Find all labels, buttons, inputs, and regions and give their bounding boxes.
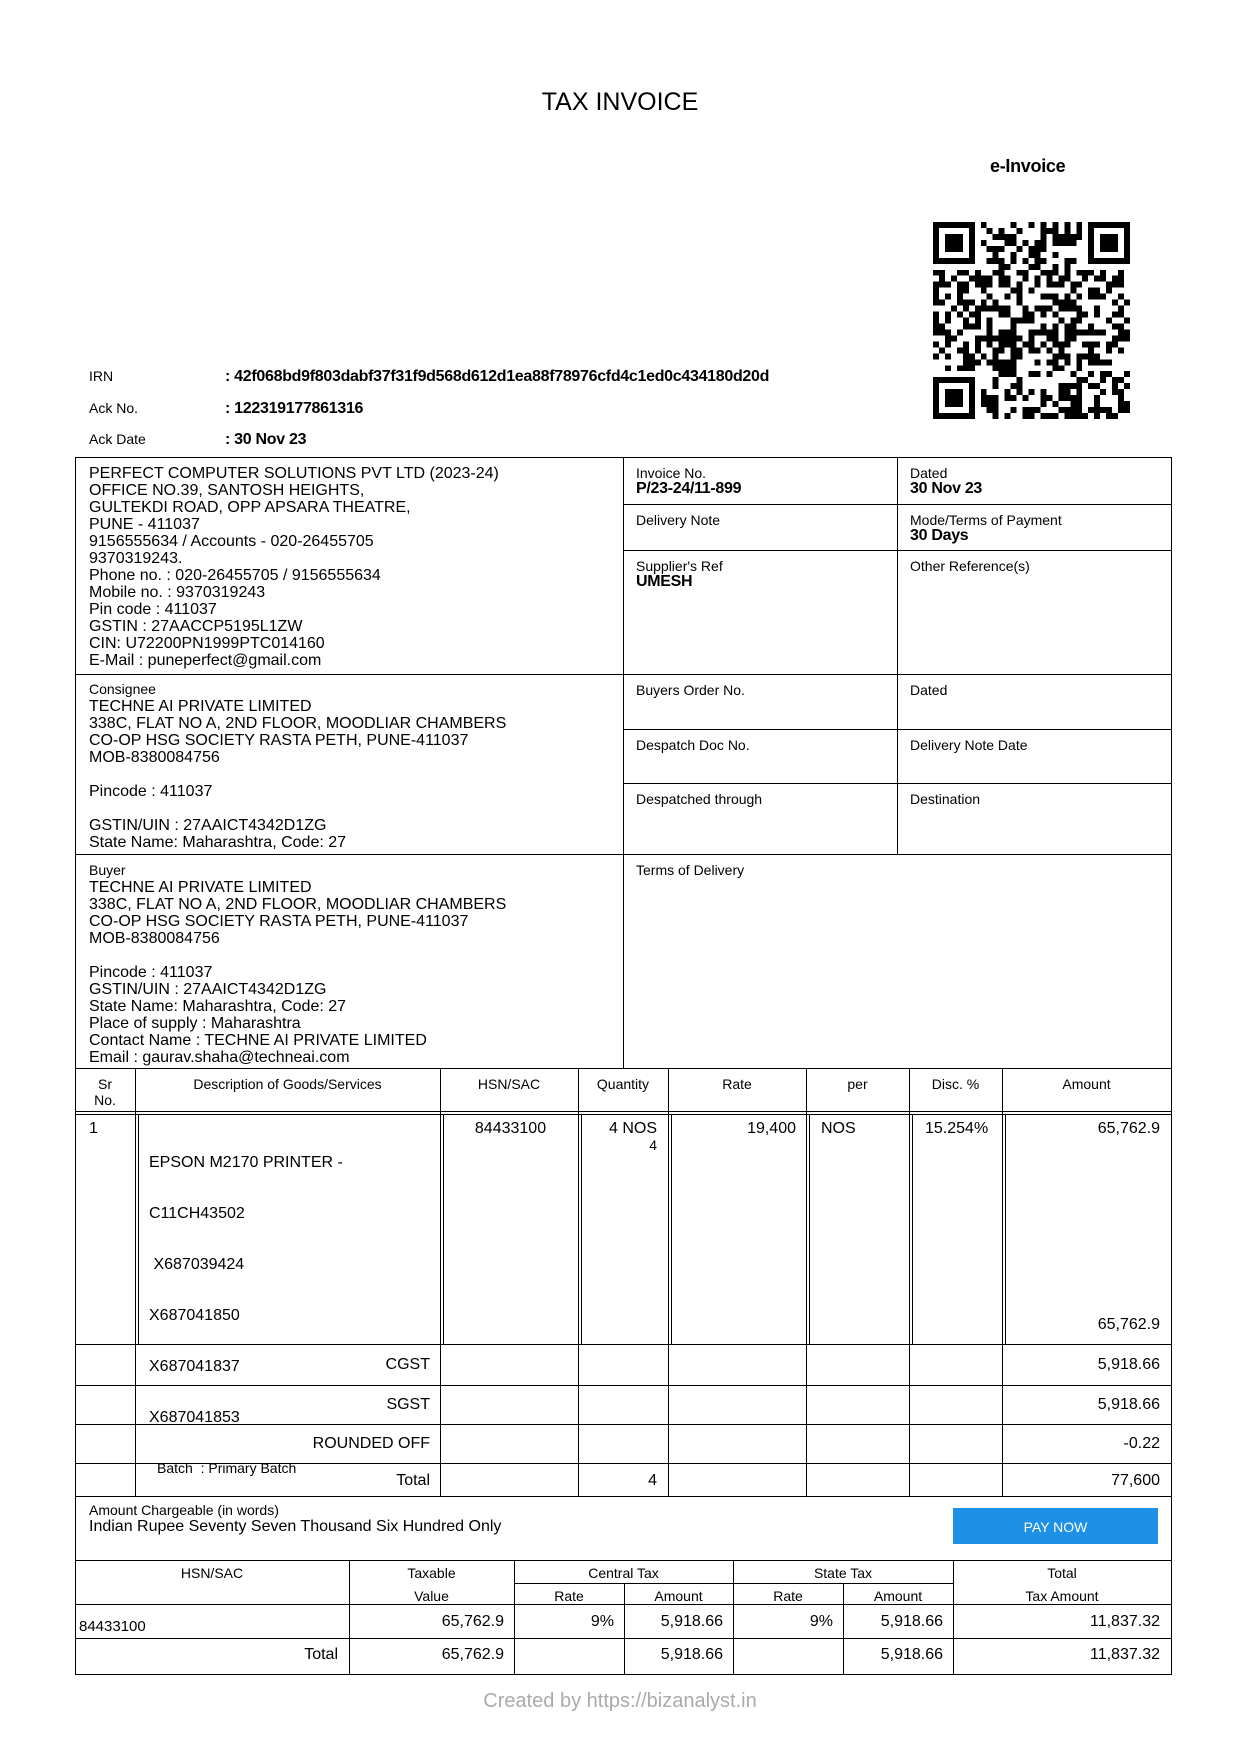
despatched-through-label: Despatched through	[636, 791, 763, 807]
summary-taxable-header-2: Value	[414, 1588, 449, 1604]
supplier-line: Phone no. : 020-26455705 / 9156555634	[89, 567, 381, 584]
summary-total-tax-amount: 11,837.32	[1090, 1646, 1160, 1663]
dated-value: 30 Nov 23	[910, 480, 983, 497]
col-desc-header: Description of Goods/Services	[193, 1076, 382, 1092]
item-hsn: 84433100	[474, 1120, 547, 1137]
invoice-no-label: Invoice No.	[636, 465, 707, 481]
summary-row-hsn: 84433100	[79, 1618, 146, 1635]
total-qty: 4	[648, 1472, 657, 1489]
consignee-gstin: GSTIN/UIN : 27AAICT4342D1ZG	[89, 817, 327, 834]
col-disc-header: Disc. %	[931, 1076, 980, 1092]
item-disc: 15.254%	[925, 1120, 989, 1137]
supplier-line: PUNE - 411037	[89, 516, 200, 533]
summary-state-rate-header: Rate	[773, 1588, 803, 1604]
summary-row-taxable: 65,762.9	[441, 1613, 504, 1630]
summary-state-tax-header: State Tax	[813, 1565, 873, 1581]
consignee-address: 338C, FLAT NO A, 2ND FLOOR, MOODLIAR CHAMBERS	[89, 715, 507, 732]
summary-taxable-header: Taxable	[407, 1565, 456, 1581]
sgst-label: SGST	[386, 1396, 430, 1413]
cgst-amount: 5,918.66	[1097, 1356, 1160, 1373]
item-sr: 1	[89, 1120, 98, 1137]
buyer-state: State Name: Maharashtra, Code: 27	[89, 998, 347, 1015]
col-hsn-header: HSN/SAC	[477, 1076, 541, 1092]
item-per: NOS	[821, 1120, 856, 1137]
ack-no-value: : 122319177861316	[225, 400, 364, 417]
irn-value: : 42f068bd9f803dabf37f31f9d568d612d1ea88f78976cfd4c1ed0c434180d20d	[225, 368, 770, 385]
supplier-line: GSTIN : 27AACCP5195L1ZW	[89, 618, 303, 635]
qr-code	[933, 222, 1130, 419]
document-title: TAX INVOICE	[541, 88, 699, 116]
ack-date-label: Ack Date	[89, 431, 146, 447]
amount-words-label: Amount Chargeable (in words)	[89, 1502, 279, 1518]
payment-terms-label: Mode/Terms of Payment	[910, 512, 1062, 528]
supplier-line: OFFICE NO.39, SANTOSH HEIGHTS,	[89, 482, 365, 499]
buyer-email: Email : gaurav.shaha@techneai.com	[89, 1049, 350, 1066]
col-per-header: per	[847, 1076, 868, 1092]
despatch-doc-label: Despatch Doc No.	[636, 737, 750, 753]
summary-row-state-amount: 5,918.66	[880, 1613, 943, 1630]
col-sr-header	[75, 1076, 135, 1108]
summary-state-amount-header: Amount	[873, 1588, 923, 1604]
irn-label: IRN	[89, 368, 114, 384]
summary-total-header: Total	[1047, 1565, 1077, 1581]
summary-total-header-2: Tax Amount	[1025, 1588, 1099, 1604]
footer-credit: Created by https://bizanalyst.in	[483, 1690, 757, 1712]
delivery-note-label: Delivery Note	[636, 512, 721, 528]
supplier-line: Pin code : 411037	[89, 601, 217, 618]
pay-now-button[interactable]: PAY NOW	[953, 1508, 1158, 1544]
invoice-no-value: P/23-24/11-899	[636, 480, 742, 497]
col-sr-header-line: Sr	[98, 1076, 112, 1092]
item-desc-line: X687041850	[149, 1307, 240, 1324]
rounded-off-amount: -0.22	[1123, 1435, 1160, 1452]
buyer-address: CO-OP HSG SOCIETY RASTA PETH, PUNE-411037	[89, 913, 469, 930]
rounded-off-label: ROUNDED OFF	[312, 1435, 430, 1452]
item-qty: 4 NOS	[608, 1120, 657, 1137]
einvoice-label: e-Invoice	[990, 156, 1066, 176]
total-label: Total	[396, 1472, 430, 1489]
summary-row-state-rate: 9%	[809, 1613, 833, 1630]
terms-of-delivery-label: Terms of Delivery	[636, 862, 745, 878]
buyer-address: 338C, FLAT NO A, 2ND FLOOR, MOODLIAR CHAMBERS	[89, 896, 507, 913]
consignee-label: Consignee	[89, 681, 156, 697]
consignee-address: CO-OP HSG SOCIETY RASTA PETH, PUNE-411037	[89, 732, 469, 749]
payment-terms-value: 30 Days	[910, 527, 969, 544]
supplier-line: Mobile no. : 9370319243	[89, 584, 266, 601]
summary-row-central-rate: 9%	[590, 1613, 614, 1630]
delivery-note-date-label: Delivery Note Date	[910, 737, 1028, 753]
summary-row-total: 11,837.32	[1090, 1613, 1160, 1630]
buyer-block	[89, 862, 506, 1066]
buyer-mobile: MOB-8380084756	[89, 930, 220, 947]
supplier-line: 9370319243.	[89, 550, 183, 567]
other-ref-label: Other Reference(s)	[910, 558, 1030, 574]
buyer-pincode: Pincode : 411037	[89, 964, 213, 981]
ack-date-value: : 30 Nov 23	[225, 431, 307, 448]
amount-words-value: Indian Rupee Seventy Seven Thousand Six Hundred Only	[89, 1518, 502, 1535]
supplier-line: GULTEKDI ROAD, OPP APSARA THEATRE,	[89, 499, 411, 516]
suppliers-ref-label: Supplier's Ref	[636, 558, 723, 574]
supplier-line: 9156555634 / Accounts - 020-26455705	[89, 533, 374, 550]
item-amount: 65,762.9	[1097, 1120, 1160, 1137]
sgst-amount: 5,918.66	[1097, 1396, 1160, 1413]
supplier-address	[89, 465, 499, 669]
col-rate-header: Rate	[722, 1076, 752, 1092]
buyer-place-of-supply: Place of supply : Maharashtra	[89, 1015, 301, 1032]
item-batch: Batch : Primary Batch	[157, 1460, 297, 1476]
consignee-state: State Name: Maharashtra, Code: 27	[89, 834, 347, 851]
summary-central-amount-header: Amount	[654, 1588, 703, 1604]
buyers-order-label: Buyers Order No.	[636, 682, 745, 698]
consignee-block	[89, 681, 506, 851]
consignee-mobile: MOB-8380084756	[89, 749, 220, 766]
ack-no-label: Ack No.	[89, 400, 139, 416]
summary-total-label: Total	[304, 1646, 338, 1663]
summary-central-tax-header: Central Tax	[588, 1565, 659, 1581]
item-desc-line: EPSON M2170 PRINTER -	[149, 1154, 343, 1171]
item-desc-line: C11CH43502	[149, 1205, 245, 1222]
item-desc-line: X687039424	[149, 1256, 245, 1273]
suppliers-ref-value: UMESH	[636, 573, 693, 590]
summary-hsn-header: HSN/SAC	[180, 1565, 244, 1581]
item-desc-line: X687041837	[149, 1358, 240, 1375]
supplier-line: E-Mail : puneperfect@gmail.com	[89, 652, 322, 669]
summary-total-central-amount: 5,918.66	[660, 1646, 723, 1663]
item-qty-sub: 4	[649, 1137, 657, 1153]
supplier-line: PERFECT COMPUTER SOLUTIONS PVT LTD (2023-24)	[89, 465, 499, 482]
item-rate: 19,400	[747, 1120, 796, 1137]
item-desc-line: X687041853	[149, 1409, 240, 1426]
consignee-name: TECHNE AI PRIVATE LIMITED	[89, 698, 312, 715]
buyer-label: Buyer	[89, 862, 126, 878]
buyer-contact: Contact Name : TECHNE AI PRIVATE LIMITED	[89, 1032, 427, 1049]
dated-label: Dated	[910, 465, 948, 481]
consignee-pincode: Pincode : 411037	[89, 783, 213, 800]
item-subtotal: 65,762.9	[1097, 1316, 1160, 1333]
buyer-gstin: GSTIN/UIN : 27AAICT4342D1ZG	[89, 981, 327, 998]
summary-central-rate-header: Rate	[554, 1588, 584, 1604]
supplier-line: CIN: U72200PN1999PTC014160	[89, 635, 325, 652]
col-qty-header: Quantity	[596, 1076, 650, 1092]
col-sr-header-line: No.	[94, 1092, 116, 1108]
summary-total-taxable: 65,762.9	[441, 1646, 504, 1663]
summary-row-central-amount: 5,918.66	[660, 1613, 723, 1630]
destination-label: Destination	[910, 791, 981, 807]
col-amount-header: Amount	[1062, 1076, 1111, 1092]
buyer-name: TECHNE AI PRIVATE LIMITED	[89, 879, 312, 896]
cgst-label: CGST	[385, 1356, 430, 1373]
grand-total: 77,600	[1111, 1472, 1160, 1489]
order-dated-label: Dated	[910, 682, 948, 698]
summary-total-state-amount: 5,918.66	[880, 1646, 943, 1663]
